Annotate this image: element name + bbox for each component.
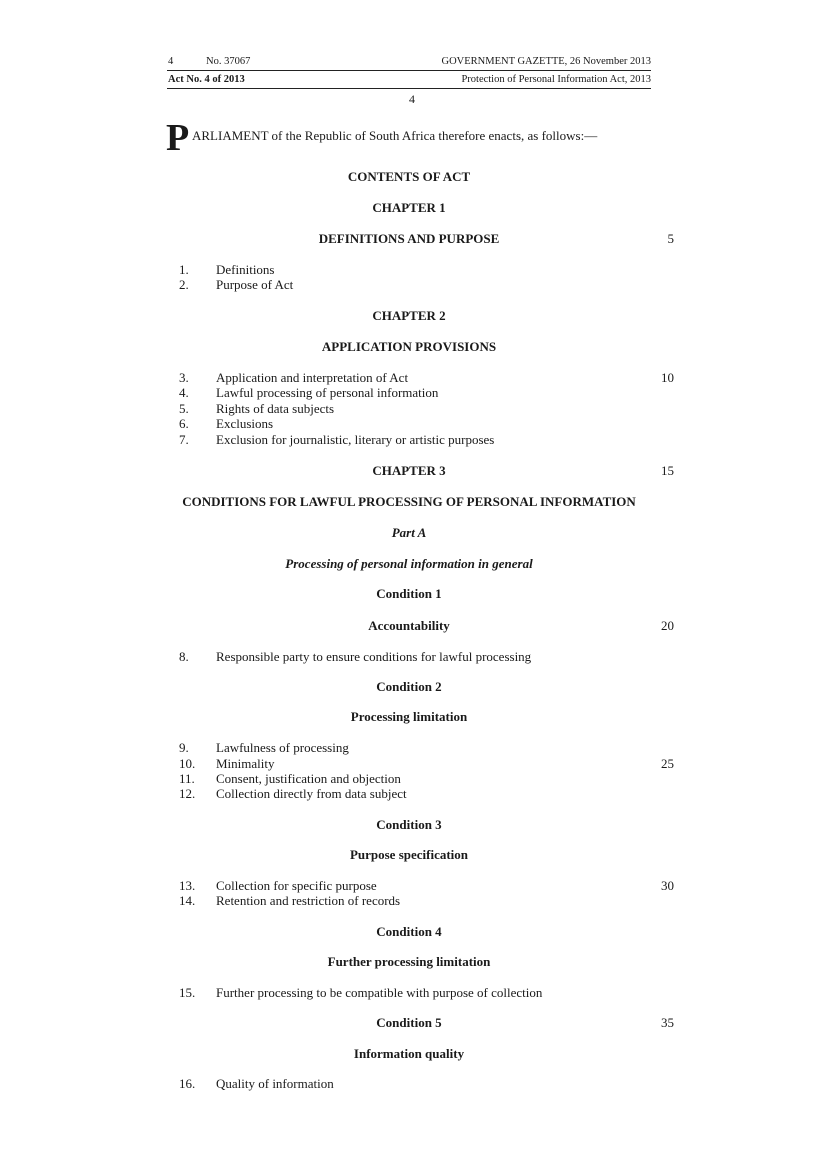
- chapter3-title: CHAPTER 3: [372, 463, 446, 478]
- part-a-title: Part A: [391, 525, 427, 540]
- enacting-clause: ARLIAMENT of the Republic of South Africa therefore enacts, as follows:—: [192, 128, 598, 143]
- item-number: 9.: [179, 740, 189, 755]
- contents-item: Application and interpretation of Act: [216, 370, 409, 385]
- condition1-heading: Accountability: [368, 618, 450, 633]
- item-number: 7.: [179, 432, 189, 447]
- condition4-heading: Further processing limitation: [327, 954, 491, 969]
- header-gazette-number: No. 37067: [206, 56, 251, 67]
- chapter1-heading: DEFINITIONS AND PURPOSE: [318, 231, 500, 246]
- item-number: 10.: [179, 756, 196, 771]
- item-number: 6.: [179, 416, 189, 431]
- item-number: 15.: [179, 985, 196, 1000]
- item-number: 11.: [179, 771, 195, 786]
- line-number-15: 15: [661, 463, 674, 478]
- item-number: 13.: [179, 878, 196, 893]
- item-number: 8.: [179, 649, 189, 664]
- item-number: 14.: [179, 893, 196, 908]
- condition1-title: Condition 1: [376, 586, 442, 601]
- contents-item: Definitions: [216, 262, 275, 277]
- condition3-heading: Purpose specification: [349, 847, 469, 862]
- header-act-title: Protection of Personal Information Act, 2013: [461, 74, 651, 85]
- contents-item: Collection directly from data subject: [216, 786, 407, 801]
- header-act-number: Act No. 4 of 2013: [168, 74, 245, 85]
- item-number: 2.: [179, 277, 189, 292]
- contents-title: CONTENTS OF ACT: [347, 169, 471, 184]
- contents-item: Further processing to be compatible with purpose of collection: [216, 985, 543, 1000]
- contents-item: Lawfulness of processing: [216, 740, 349, 755]
- item-number: 16.: [179, 1076, 196, 1091]
- contents-item: Minimality: [216, 756, 275, 771]
- contents-item: Exclusion for journalistic, literary or artistic purposes: [216, 432, 495, 447]
- item-number: 12.: [179, 786, 196, 801]
- condition2-title: Condition 2: [376, 679, 442, 694]
- header-rule-bottom: [167, 88, 651, 89]
- chapter3-heading: CONDITIONS FOR LAWFUL PROCESSING OF PERSONAL INFORMATION: [182, 494, 636, 509]
- item-number: 5.: [179, 401, 189, 416]
- line-number-10: 10: [661, 370, 674, 385]
- chapter2-title: CHAPTER 2: [372, 308, 446, 323]
- contents-item: Rights of data subjects: [216, 401, 335, 416]
- contents-item: Retention and restriction of records: [216, 893, 401, 908]
- chapter1-title: CHAPTER 1: [372, 200, 446, 215]
- chapter2-heading: APPLICATION PROVISIONS: [321, 339, 497, 354]
- item-number: 1.: [179, 262, 189, 277]
- contents-item: Responsible party to ensure conditions for lawful processing: [216, 649, 532, 664]
- drop-cap: P: [166, 117, 190, 159]
- item-number: 3.: [179, 370, 189, 385]
- contents-item: Consent, justification and objection: [216, 771, 401, 786]
- condition4-title: Condition 4: [376, 924, 442, 939]
- item-number: 4.: [179, 385, 189, 400]
- header-gazette-title: GOVERNMENT GAZETTE, 26 November 2013: [441, 56, 651, 67]
- line-number-25: 25: [661, 756, 674, 771]
- contents-item: Purpose of Act: [216, 277, 294, 292]
- part-a-heading: Processing of personal information in general: [285, 556, 533, 571]
- condition5-heading: Information quality: [353, 1046, 465, 1061]
- condition2-heading: Processing limitation: [350, 709, 468, 724]
- line-number-30: 30: [661, 878, 674, 893]
- contents-item: Lawful processing of personal information: [216, 385, 439, 400]
- center-page-number: 4: [409, 92, 415, 106]
- line-number-20: 20: [661, 618, 674, 633]
- contents-item: Quality of information: [216, 1076, 334, 1091]
- contents-item: Exclusions: [216, 416, 274, 431]
- condition3-title: Condition 3: [376, 817, 442, 832]
- header-rule-top: [167, 70, 651, 71]
- line-number-5: 5: [667, 231, 674, 246]
- header-page-number: 4: [168, 56, 174, 67]
- condition5-title: Condition 5: [376, 1015, 442, 1030]
- line-number-35: 35: [661, 1015, 674, 1030]
- contents-item: Collection for specific purpose: [216, 878, 377, 893]
